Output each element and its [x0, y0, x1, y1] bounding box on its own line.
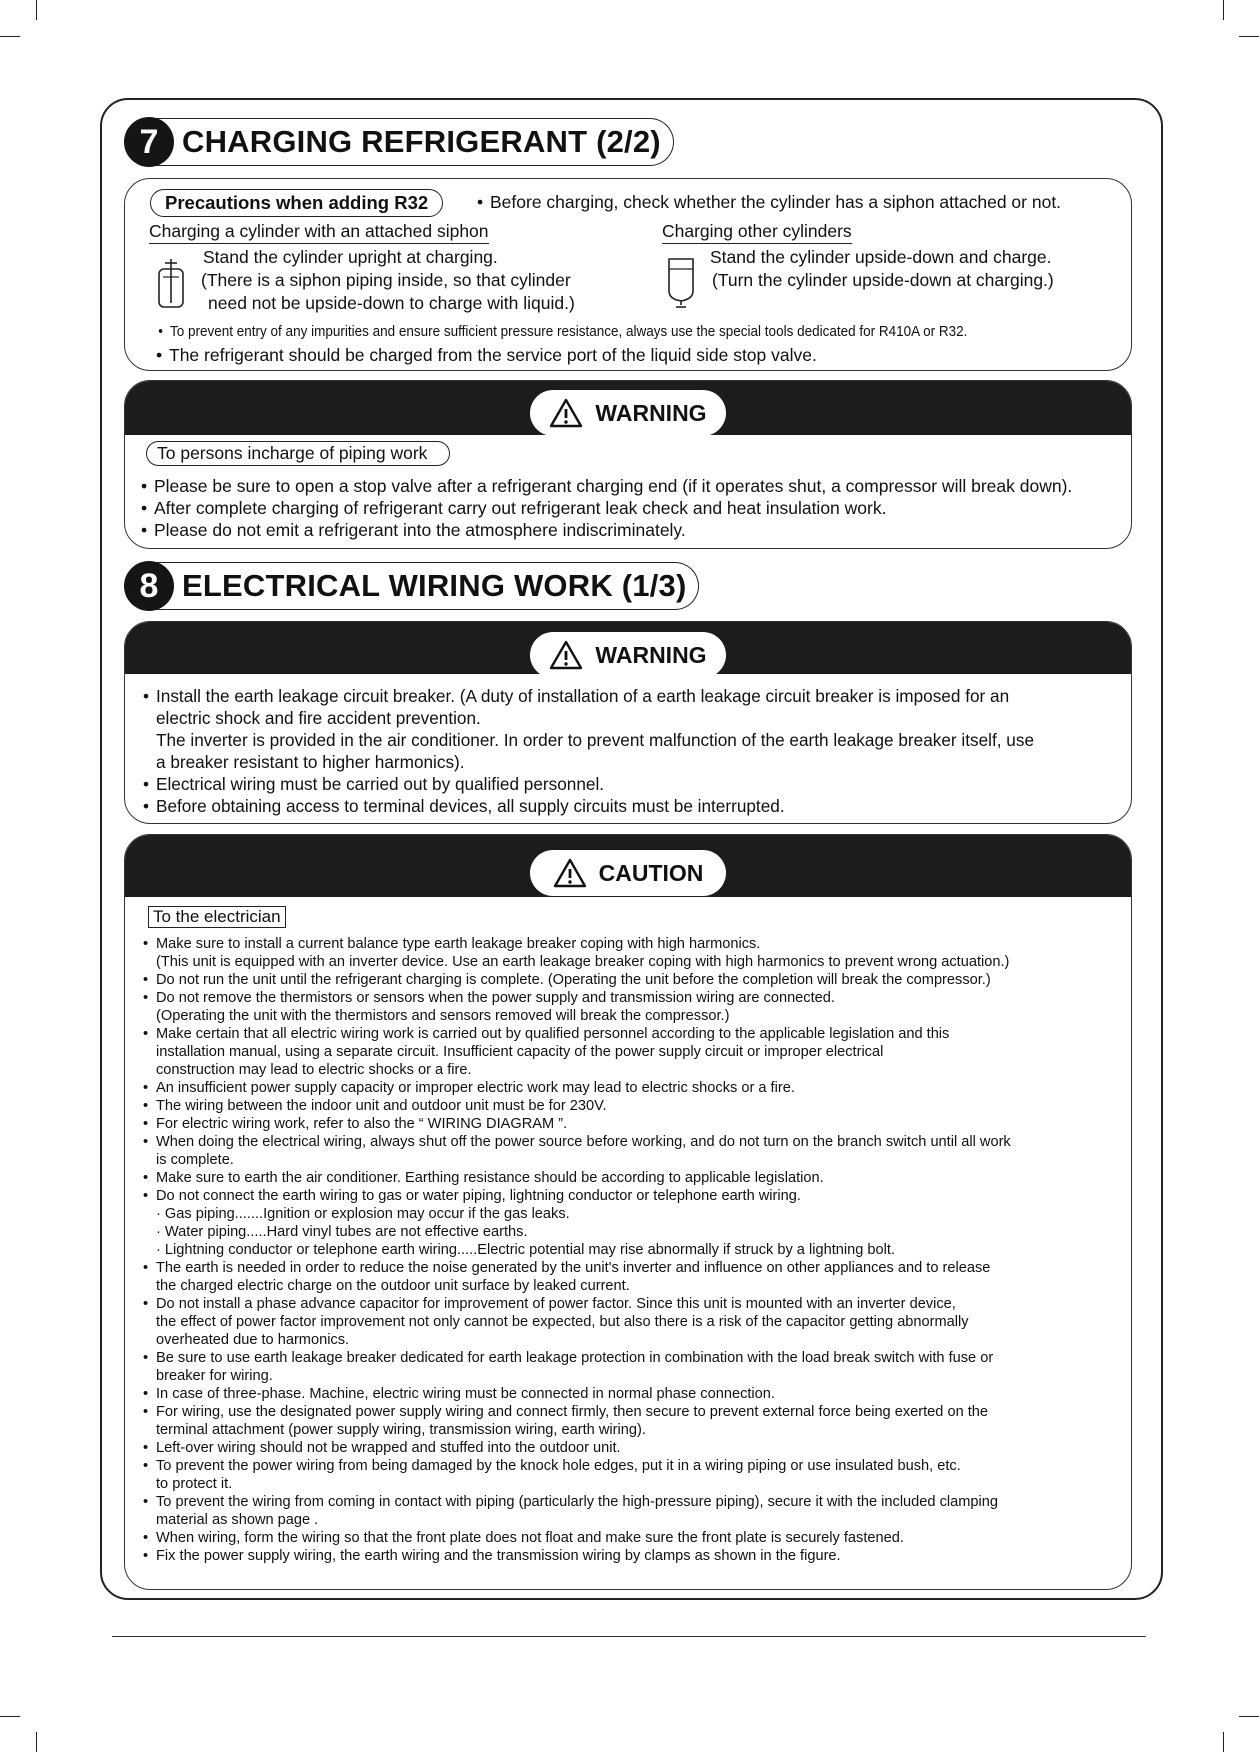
precautions-note: • Before charging, check whether the cylinder has a siphon attached or not. — [490, 192, 1061, 213]
caution-line: • Left-over wiring should not be wrapped and stuffed into the outdoor unit. — [156, 1439, 1146, 1457]
caution-line: • In case of three-phase. Machine, electric wiring must be connected in normal phase connection. — [156, 1385, 1146, 1403]
siphon-line: need not be upside-down to charge with liquid.) — [208, 293, 575, 313]
warning-line: electric shock and fire accident prevention. — [156, 708, 481, 728]
caution-line: breaker for wiring. — [156, 1368, 273, 1384]
caution-line: overheated due to harmonics. — [156, 1332, 350, 1348]
caution-header — [125, 835, 1131, 897]
caution-line: • To prevent the wiring from coming in contact with piping (particularly the high-pressure piping), secure it with the included clamping — [156, 1493, 1146, 1511]
caution-line: • When doing the electrical wiring, always shut off the power source before working, and do not turn on the branch switch until all work — [156, 1133, 1146, 1151]
other-line: Stand the cylinder upside-down and charge. — [710, 247, 1052, 267]
section-heading: ELECTRICAL WIRING WORK (1/3) — [156, 562, 699, 610]
warning-line: a breaker resistant to higher harmonics). — [156, 752, 465, 772]
upright-cylinder-icon — [157, 257, 185, 309]
caution-line: • To prevent the power wiring from being damaged by the knock hole edges, put it in a wiring piping or use insulated bush, etc. — [156, 1457, 1146, 1475]
crop-mark — [0, 1716, 20, 1717]
warning-item: • Please do not emit a refrigerant into the atmosphere indiscriminately. — [154, 520, 686, 541]
caution-line: • The earth is needed in order to reduce the noise generated by the unit's inverter and influence on other appliances and to release — [156, 1259, 1146, 1277]
warning-label: WARNING — [595, 399, 707, 426]
section-number: 8 — [124, 561, 174, 611]
caution-line: • Do not install a phase advance capacitor for improvement of power factor. Since this unit is mounted with an inverter device, — [156, 1295, 1146, 1313]
crop-mark — [36, 1732, 37, 1752]
caution-line: • Fix the power supply wiring, the earth wiring and the transmission wiring by clamps as shown in the figure. — [156, 1547, 1146, 1565]
caution-line: material as shown page . — [156, 1512, 319, 1528]
caution-line: · Gas piping.......Ignition or explosion may occur if the gas leaks. — [156, 1206, 570, 1222]
warning-line: • Before obtaining access to terminal devices, all supply circuits must be interrupted. — [156, 795, 1034, 817]
siphon-line: (There is a siphon piping inside, so that cylinder — [201, 270, 571, 290]
warning-line: The inverter is provided in the air conditioner. In order to prevent malfunction of the earth leakage breaker itself, use — [156, 730, 1035, 750]
caution-line: installation manual, using a separate circuit. Insufficient capacity of the power supply circuit or improper electrical — [156, 1044, 884, 1060]
warning-triangle-icon — [549, 640, 583, 670]
section-7-title — [124, 117, 674, 167]
caution-line: the charged electric charge on the outdoor unit surface by leaked current. — [156, 1278, 630, 1294]
caution-list — [156, 935, 1146, 1565]
section-heading: CHARGING REFRIGERANT (2/2) — [156, 118, 674, 166]
footer-rule — [112, 1636, 1146, 1637]
section-number: 7 — [124, 117, 174, 167]
warning-line: • Install the earth leakage circuit breaker. (A duty of installation of a earth leakage circuit breaker is imposed for an — [156, 685, 1034, 707]
section-8-title — [124, 561, 699, 611]
warning-pill — [530, 390, 726, 436]
precaution-note-item: • To prevent entry of any impurities and ensure sufficient pressure resistance, always use the special tools dedicated for R410A or R32. — [170, 323, 967, 340]
caution-line: · Water piping.....Hard vinyl tubes are not effective earths. — [156, 1224, 528, 1240]
caution-line: • Do not run the unit until the refrigerant charging is complete. (Operating the unit before the completion will break the compressor.) — [156, 971, 1146, 989]
warning-line: • Electrical wiring must be carried out by qualified personnel. — [156, 773, 1034, 795]
other-heading: Charging other cylinders — [662, 221, 852, 244]
warning-triangle-icon — [553, 858, 587, 888]
caution-line: · Lightning conductor or telephone earth wiring.....Electric potential may rise abnormally if struck by a lightning bolt. — [156, 1242, 895, 1258]
warning-label: WARNING — [595, 641, 707, 668]
siphon-heading: Charging a cylinder with an attached siphon — [149, 221, 489, 244]
caution-line: • Be sure to use earth leakage breaker dedicated for earth leakage protection in combination with the load break switch with fuse or — [156, 1349, 1146, 1367]
siphon-line: Stand the cylinder upright at charging. — [203, 247, 498, 267]
caution-line: • For wiring, use the designated power supply wiring and connect firmly, then secure to prevent external force being exerted on the — [156, 1403, 1146, 1421]
precaution-note-item: • The refrigerant should be charged from the service port of the liquid side stop valve. — [169, 345, 817, 366]
crop-mark — [1223, 1732, 1224, 1752]
crop-mark — [0, 36, 20, 37]
caution-line: construction may lead to electric shocks or a fire. — [156, 1062, 472, 1078]
caution-line: to protect it. — [156, 1476, 233, 1492]
caution-line: • Make certain that all electric wiring work is carried out by qualified personnel according to the applicable legislation and this — [156, 1025, 1146, 1043]
warning-item: • After complete charging of refrigerant carry out refrigerant leak check and heat insulation work. — [154, 498, 886, 519]
crop-mark — [36, 0, 37, 20]
warning-triangle-icon — [549, 398, 583, 428]
piping-audience-label: To persons incharge of piping work — [146, 441, 450, 466]
warning-header — [125, 622, 1131, 674]
warning-item: • Please be sure to open a stop valve after a refrigerant charging end (if it operates shut, a compressor will break down). — [154, 476, 1072, 497]
caution-line: is complete. — [156, 1152, 234, 1168]
caution-pill — [530, 850, 726, 896]
crop-mark — [1223, 0, 1224, 20]
caution-line: • When wiring, form the wiring so that the front plate does not float and make sure the front plate is securely fastened. — [156, 1529, 1146, 1547]
electrical-warning-list — [156, 685, 1034, 817]
caution-line: terminal attachment (power supply wiring, transmission wiring, earth wiring). — [156, 1422, 646, 1438]
crop-mark — [1239, 1716, 1259, 1717]
caution-line: • For electric wiring work, refer to also the “ WIRING DIAGRAM ”. — [156, 1115, 1146, 1133]
caution-label: CAUTION — [598, 859, 704, 886]
other-line: (Turn the cylinder upside-down at charging.) — [712, 270, 1054, 290]
caution-line: the effect of power factor improvement not only cannot be expected, but also there is a risk of the capacitor getting abnormally — [156, 1314, 969, 1330]
warning-pill — [530, 632, 726, 678]
inverted-cylinder-icon — [666, 255, 696, 311]
caution-line: • An insufficient power supply capacity or improper electric work may lead to electric shocks or a fire. — [156, 1079, 1146, 1097]
caution-line: • Make sure to earth the air conditioner. Earthing resistance should be according to applicable legislation. — [156, 1169, 1146, 1187]
precautions-label: Precautions when adding R32 — [150, 189, 443, 217]
electrician-audience-label: To the electrician — [148, 906, 286, 928]
caution-line: • Do not remove the thermistors or sensors when the power supply and transmission wiring are connected. — [156, 989, 1146, 1007]
caution-line: (This unit is equipped with an inverter device. Use an earth leakage breaker coping with high harmonics to prevent wrong actuation.) — [156, 954, 1010, 970]
caution-line: • Do not connect the earth wiring to gas or water piping, lightning conductor or telephone earth wiring. — [156, 1187, 1146, 1205]
caution-line: • The wiring between the indoor unit and outdoor unit must be for 230V. — [156, 1097, 1146, 1115]
warning-header — [125, 381, 1131, 435]
caution-line: (Operating the unit with the thermistors and sensors removed will break the compressor.) — [156, 1008, 730, 1024]
caution-line: • Make sure to install a current balance type earth leakage breaker coping with high harmonics. — [156, 935, 1146, 953]
crop-mark — [1239, 36, 1259, 37]
